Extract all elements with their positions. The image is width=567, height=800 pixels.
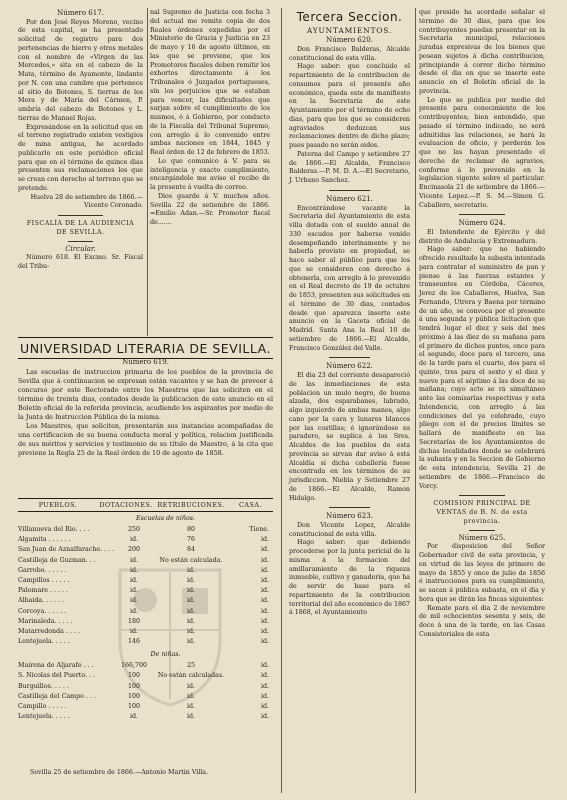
table-footer-signature: Sevilla 25 de setiembre de 1866.—Antonio Martin Villa. bbox=[30, 769, 209, 776]
table-row bbox=[18, 682, 273, 692]
table-row bbox=[18, 637, 273, 647]
cell-pueblo: Garrobo. . . . . . bbox=[18, 566, 67, 574]
notice-620-body: Don Francisco Balderas, Alcalde constitucional de esta villa. bbox=[289, 45, 410, 62]
table-row bbox=[18, 545, 273, 555]
cell-retribucion: id. bbox=[186, 713, 196, 721]
cell-pueblo: Palomare . . . . . bbox=[18, 587, 68, 595]
notice-624-title: Número 624. bbox=[458, 219, 506, 228]
divider bbox=[329, 507, 370, 508]
notice-623-title: Número 623. bbox=[326, 512, 373, 521]
cell-pueblo: Matarredonda . . . . bbox=[18, 627, 80, 635]
cell-casa: id. bbox=[260, 566, 269, 574]
notice-622-body: El dia 23 del corriente desapareció de las inmediaciones de esta poblacion un mulo negro, de buena alzada, dos esparabanes, labrado, algo izquierdo de ambas manos, algo cano por la cara y lunares blancos por las costillas; é ignorándose su paradero, se suplica á los Sres. Alcaldes de los pueblos de esta provincia se sirvan dar aviso á esta Alcaldía si dicha caballería fuese encontrada en los términos de su jurisdiccion. Niebla y Setiembre 27 de 1866.—El Alcalde, Ramon Hidalgo. bbox=[289, 372, 410, 502]
column-rule-1 bbox=[147, 8, 148, 336]
cell-pueblo: Burguillos. . . . . bbox=[18, 682, 69, 690]
cell-casa: id. bbox=[260, 662, 269, 670]
table-row bbox=[18, 617, 273, 627]
cell-dotacion: 100 bbox=[127, 672, 141, 680]
cell-dotacion: id. bbox=[129, 536, 139, 544]
cell-dotacion: id. bbox=[129, 627, 139, 635]
cell-pueblo: Campillos . . . . . bbox=[18, 576, 70, 584]
table-row bbox=[18, 535, 273, 545]
cell-casa: id. bbox=[260, 672, 269, 680]
cell-dotacion: 250 bbox=[127, 526, 141, 533]
cell-dotacion: id. bbox=[129, 566, 139, 574]
notice-617-signature: Huelva 28 de setiembre de 1866.—Vicente Coronado. bbox=[30, 193, 143, 210]
cell-casa: id. bbox=[260, 682, 269, 690]
cell-retribucion: 25 bbox=[186, 662, 195, 670]
divider bbox=[68, 241, 93, 242]
notice-618-start: Número 618. El Excmo. Sr. Fiscal del Tribu- bbox=[18, 254, 143, 271]
table-row bbox=[18, 576, 273, 586]
cell-retribucion: id. bbox=[186, 566, 196, 574]
group-boys: Escuelas de niños. bbox=[135, 515, 196, 522]
notice-620-title: Número 620. bbox=[326, 36, 373, 45]
table-row bbox=[18, 692, 273, 702]
table-row bbox=[18, 702, 273, 712]
cell-pueblo: Corcoya. . . . . . bbox=[18, 607, 67, 615]
header-casa: CASA. bbox=[238, 501, 263, 509]
cell-retribucion: 80 bbox=[186, 526, 195, 533]
column-2 bbox=[150, 9, 270, 228]
divider bbox=[459, 214, 505, 215]
cell-casa: id. bbox=[260, 576, 269, 584]
cell-pueblo: Mairena de Aljarafe . . . bbox=[18, 662, 94, 670]
section-title: Tercera Seccion. bbox=[296, 10, 403, 24]
table-row bbox=[18, 661, 273, 671]
cell-pueblo: Marinaleda. . . . . bbox=[18, 617, 73, 625]
cell-casa: id. bbox=[260, 638, 269, 646]
notice-619-body: Las escuelas de instruccion primaria de los pueblos de la provincia de Sevilla que á continuacion se expresan están vacantes y se han de proveer á concurso por este Rectorado entre los Maestros que las soliciten en el término de treinta dias, contados desde la publicacion de este anuncio en el Boletín oficial de la referida provincia, acudiendo los aspirantes por medio de la Junta de Instruccion Pública de la misma. bbox=[18, 367, 273, 421]
table-row bbox=[18, 556, 273, 566]
cell-retribucion: id. bbox=[186, 576, 196, 584]
notice-623-continued-2: Lo que se publica por medio del presente para conocimiento de los contribuyentes; bien entendido, que pasado el término indicado, no será admitidas las relaciones, se hará la evaluacion de oficio, y perderán los que no las hayan presentado el derecho de reclamar de agravios, conforme á lo prevenido en la legislacion vigente sobre el particular. Encinasola 21 de setiembre de 1866.—Vicente Lopez.—P. S. M.—Simon G. Caballero, secretario. bbox=[419, 96, 545, 209]
notice-623-body-2: Hago saber: que debiendo procederse por la junta pericial de la misma á la formacion del amillaramiento de la riqueza inmueble, cultivo y ganadería, que ha de servir de base para el repartimiento de la contribucion territorial del año económico de 1867 á 1868, el Ayuntamiento bbox=[289, 539, 410, 617]
notice-617-body: Por don José Reyes Moreno, vecino de esta capital, se ha presentado solicitud de registro para dos pertenencias de hierro y otros metales con el nombre de «Virgen de las Mercedes,» sita en el cabezo de la Mata, término de Ayamonte, lindante por N. con una cumbre que pertenece al sitio de Botones, S. tierras de los Mera y de María del Cármen, P. umbría del cabezo de Botones y L. tierras de Manuel Rojas. bbox=[18, 18, 143, 122]
column-rule-2 bbox=[281, 8, 282, 793]
column-rule-3 bbox=[415, 8, 416, 793]
cell-pueblo: Albaida. . . . . . bbox=[18, 597, 65, 605]
comision-heading: COMISION PRINCIPAL DE VENTAS de B. N. de esta provincia. bbox=[433, 500, 531, 525]
cell-casa: id. bbox=[260, 536, 269, 544]
notice-619-body-2: Los Maestros, que soliciten, presentarán sus instancias acompañadas de una certificacion de su buena conducta moral y política, relacion justificada de sus méritos y servicios y testimonio de su título de Maestro, á la cita que previene la Regla 25 de la Real órden de 10 de agosto de 1858. bbox=[18, 421, 273, 457]
cell-casa: id. bbox=[260, 597, 269, 605]
notice-620-signature: Paterna del Campo y setiembre 27 de 1866.—El Alcalde, Francisco Balderas.—P. M. D. A.—El Secretario, J. Urbano Sanchez. bbox=[289, 150, 410, 185]
divider bbox=[329, 357, 370, 358]
notice-624-body-2: Hago saber: que no habiendo ofrecido resultado la subasta intentada para contratar el suministro de pan y pienso á las fuerzas estantes y transeuntes en Córdoba, Cáceres, Jerez de los Caballeros, Huelva, San Fernando, Utrera y Baena por término de un año, se convoca por el presente á una segunda y pública licitacion que tendrá lugar el diez y seis del mes próximo á las diez de su mañana para el primero de dichos puntos, once para el segundo, doce para el tercero, una de la tarde para el cuarto, dos para el quinto, tres para el sexto y el diez y nueve para el séptimo á las doce de su mañana; cuyo acto se rá simultáneo ante las comisarías respectivas y esta Intendencia, con arreglo á las condiciones del ya celebrado, cuyo pliego con el de precios límites se hallará de manifiesto en las Secretarías de los Ayuntamientos de dichas localidades donde se celebrará la subasta y en la Seccion de Gobierno de esta intendencia. Sevilla 21 de setiembre de 1866.—Francisco de Vorcy. bbox=[419, 246, 545, 490]
cell-retribucion: 84 bbox=[186, 546, 195, 554]
column-3 bbox=[289, 9, 410, 618]
cell-dotacion: 180 bbox=[127, 617, 141, 625]
table-row bbox=[18, 596, 273, 606]
table-row bbox=[18, 586, 273, 596]
cell-pueblo: S. Nicolas del Puerto. . . bbox=[18, 672, 95, 680]
notice-623-body: Don Vicente Lopez, Alcalde constitucional de esta villa. bbox=[289, 521, 410, 538]
ayuntamientos-heading: AYUNTAMIENTOS. bbox=[306, 25, 393, 35]
fiscalia-heading: FISCALÍA DE LA AUDIENCIA DE SEVILLA. bbox=[26, 220, 135, 236]
header-dotaciones: DOTACIONES. bbox=[99, 501, 153, 509]
notice-621-body: Encontrándose vacante la Secretaría del Ayuntamiento de esta villa dotada con el sueldo anual de 330 escudos por haberse venido desempeñando interinamente y no haberla provisto en propiedad, se hace saber al público para que los que se consideren con derecho á obtenerla, con arreglo á lo prevenido en el Real decreto de 19 de octubre de 1853, presenten sus solicitudes en el término de 30 dias, contados desde que aparezca inserto este anuncio en la Gaceta oficial de Madrid. Santa Ana la Real 10 de setiembre de 1866.—El Alcalde, Francisco González del Valle. bbox=[289, 204, 410, 352]
cell-pueblo: Castilleja de Guzman. . . bbox=[18, 556, 96, 564]
cell-dotacion: id. bbox=[129, 607, 139, 615]
cell-casa: id. bbox=[260, 587, 269, 595]
university-notice bbox=[18, 358, 273, 457]
cell-retribucion: No están calculada. bbox=[159, 556, 223, 564]
cell-pueblo: Lentejuela. . . . . bbox=[18, 713, 70, 721]
circular-body-2: Lo que comunico á V. para su inteligencia y exacto cumplimiento, encargándole me avise el recibo de la presente á vuelta de correo. bbox=[150, 157, 270, 191]
cell-casa: id. bbox=[260, 607, 269, 615]
table-row bbox=[18, 607, 273, 617]
notice-620-body-2: Hago saber: que concluido el repartimiento de la contribucion de consumos para el presente año económico, queda este de manifiesto en la Secretaría de este Ayuntamiento por el término de ocho dias, para que los que se consideren agraviados deduzcan sus reclamaciones dentro de dicho plazo; pues pasado no serán oidos. bbox=[289, 63, 410, 150]
cell-retribucion: id. bbox=[186, 607, 196, 615]
cell-casa: id. bbox=[260, 703, 269, 710]
divider bbox=[459, 495, 505, 496]
cell-pueblo: Castilleja del Campo . . . bbox=[18, 692, 96, 700]
cell-dotacion: 200 bbox=[127, 546, 141, 554]
cell-pueblo: Algamita . . . . . . bbox=[18, 536, 71, 544]
cell-dotacion: 166,700 bbox=[120, 662, 148, 670]
cell-casa: id. bbox=[260, 617, 269, 625]
header-retribuciones: RETRIBUCIONES. bbox=[157, 501, 225, 509]
cell-retribucion: No están calculadas. bbox=[157, 672, 225, 680]
table-row bbox=[18, 712, 273, 722]
cell-dotacion: id. bbox=[129, 713, 139, 721]
divider bbox=[469, 530, 495, 531]
column-4 bbox=[419, 9, 545, 640]
cell-pueblo: San Juan de Aznalfarache. . . . bbox=[18, 546, 114, 554]
cell-retribucion: id. bbox=[186, 703, 196, 710]
cell-pueblo: Villanueva del Rio. . . . bbox=[18, 526, 90, 533]
cell-casa: Tiene. bbox=[249, 526, 269, 533]
cell-retribucion: id. bbox=[186, 682, 196, 690]
table-row bbox=[18, 566, 273, 576]
divider bbox=[58, 215, 103, 216]
schools-table bbox=[18, 498, 273, 722]
cell-casa: id. bbox=[260, 627, 269, 635]
cell-retribucion: id. bbox=[186, 597, 196, 605]
cell-dotacion: id. bbox=[129, 576, 139, 584]
cell-retribucion: id. bbox=[186, 627, 196, 635]
cell-retribucion: id. bbox=[186, 587, 196, 595]
cell-casa: id. bbox=[260, 546, 269, 554]
cell-retribucion: id. bbox=[186, 692, 196, 700]
circular-signature: Dios guarde á V. muchos años. Sevilla 22 de setiembre de 1866. =Emilio Adan.—Sr. Promotor fiscal de....... bbox=[150, 192, 270, 226]
girls-rows bbox=[18, 661, 273, 722]
cell-dotacion: id. bbox=[129, 597, 139, 605]
notice-625-title: Número 625. bbox=[458, 533, 506, 542]
cell-retribucion: id. bbox=[186, 617, 196, 625]
column-1 bbox=[18, 9, 143, 272]
cell-dotacion: 100 bbox=[127, 682, 141, 690]
cell-dotacion: 100 bbox=[127, 692, 141, 700]
cell-casa: id. bbox=[260, 692, 269, 700]
cell-pueblo: Lentejuela. . . . . bbox=[18, 638, 70, 646]
cell-dotacion: id. bbox=[129, 587, 139, 595]
notice-624-body: El Intendente de Ejército y del distrito de Andalucía y Extremadura. bbox=[419, 228, 545, 245]
boys-rows bbox=[18, 525, 273, 647]
cell-casa: id. bbox=[260, 713, 269, 721]
circular-body: nal Supremo de Justicia con fecha 3 del actual me remite copia de dos Reales órdenes expedidas por el Ministerio de Gracia y Justicia en 23 de mayo y 16 de agosto últimos, en las que se previene, que los Promotores fiscales deben remitir los exhortos directamente á los Tribunales ó Juzgados portugueses, sin los perjuicios que se estaban para vencer, las dificultades que surjan sobre el cumplimiento de los mismos, ó á Gobierno, por conducto de la Fiscalía del Tribunal Supremo, con arreglo á lo convenido entre ambas naciones en 1844, 1845 y Real órden de 12 de febrero de 1853. bbox=[150, 9, 270, 156]
notice-617-title: Número 617. bbox=[57, 9, 104, 17]
notice-619-title: Número 619. bbox=[122, 358, 169, 366]
header-pueblos: PUEBLOS. bbox=[38, 501, 78, 509]
group-girls: De niñas. bbox=[150, 651, 181, 659]
notice-625-body: Por disposicion del Señor Gobernador civil de esta provincia, y en virtud de las leyes de primero de mayo de 1855 y once de julio de 1856 é instrucciones para su cumplimiento, se sacan á pública subasta, en el dia y hora que se dirán las fincas siguientes: bbox=[419, 543, 545, 603]
cell-retribucion: 76 bbox=[186, 536, 195, 544]
divider bbox=[329, 190, 370, 191]
notice-617-body-2: Expresándose en la solicitud que en el terreno registrado existen vestigios de mina antigua, he acordado publicarlo en este periódico oficial para que en el término de quince dias presenten sus reclamaciones los que se crean con derecho al terreno que se pretende. bbox=[18, 123, 143, 192]
cell-retribucion: id. bbox=[186, 638, 196, 646]
notice-621-title: Número 621. bbox=[326, 194, 373, 203]
notice-625-body-2: Remate para el dia 2 de noviembre de mil ochocientos sesenta y seis, de doce á una de la tarde, en las Casas Consistoriales de esta bbox=[419, 604, 545, 638]
cell-dotacion: 146 bbox=[127, 638, 141, 646]
table-row bbox=[18, 627, 273, 637]
cell-pueblo: Campillo . . . . . bbox=[18, 703, 67, 710]
circular-label: Circular. bbox=[65, 244, 96, 253]
table-row bbox=[18, 525, 273, 535]
table-row bbox=[18, 671, 273, 681]
cell-dotacion: id. bbox=[129, 556, 139, 564]
table-header bbox=[18, 498, 273, 512]
university-header: UNIVERSIDAD LITERARIA DE SEVILLA. bbox=[18, 337, 273, 359]
notice-622-title: Número 622. bbox=[326, 362, 373, 371]
notice-623-continued: que presido ha acordado señalar el término de 30 dias, para que los contribuyentes puedan presentar en la Secretaría municipal, relaciones juradas expresivas de los bienes que posean sujetos á dicha contribucion, principiando á correr dicho término desde el dia en que se inserte este anuncio en el Boletín oficial de la provincia. bbox=[419, 9, 545, 95]
cell-dotacion: 100 bbox=[127, 703, 141, 710]
cell-casa: id. bbox=[260, 556, 269, 564]
